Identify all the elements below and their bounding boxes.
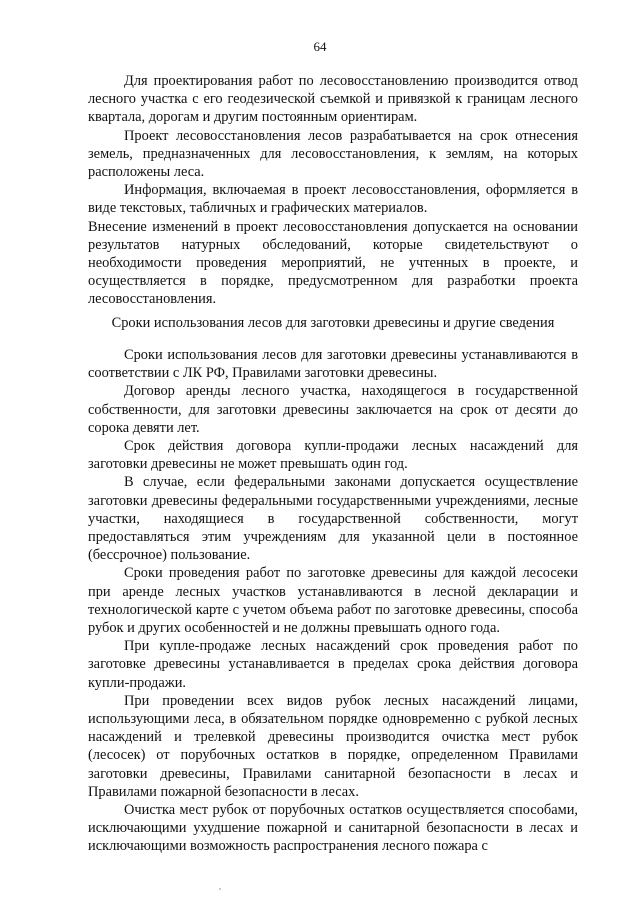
paragraph: Сроки использования лесов для заготовки древесины устанавливаются в соответствии с ЛК РФ, Правилами заготовки древесины.: [88, 347, 578, 382]
page-number: 64: [313, 39, 327, 54]
paragraph: При купле-продаже лесных насаждений срок проведения работ по заготовке древесины устанавливается в пределах срока действия договора купли-продажи.: [88, 638, 578, 691]
paragraph: Сроки проведения работ по заготовке древесины для каждой лесосеки при аренде лесных участков устанавливаются в лесной декларации и технологической карте с учетом объема работ по заготовке древесины, способа рубок и других особенностей и не должны превышать одного года.: [88, 565, 578, 637]
section-harvest-terms-text: [88, 346, 578, 856]
paragraph: Срок действия договора купли-продажи лесных насаждений для заготовки древесины не может превышать один год.: [88, 438, 578, 473]
section-reforestation-text: [88, 72, 578, 309]
paragraph: Договор аренды лесного участка, находящегося в государственной собственности, для заготовки древесины заключается на срок от десяти до сорока девяти лет.: [88, 383, 578, 436]
paragraph: Внесение изменений в проект лесовосстановления допускается на основании результатов натурных обследований, которые свидетельствуют о необходимости проведения мероприятий, не учтенных в проекте, и осуществляется в порядке, предусмотренном для разработки проекта лесовосстановления.: [88, 218, 578, 308]
paragraph: В случае, если федеральными законами допускается осуществление заготовки древесины федеральными государственными учреждениями, лесные участки, находящиеся в государственной собственности, могут предоставляться этим учреждениям для указанной цели в постоянное (бессрочное) пользование.: [88, 474, 578, 564]
section-heading: Сроки использования лесов для заготовки древесины и другие сведения: [111, 315, 555, 331]
paragraph: Проект лесовосстановления лесов разрабатывается на срок отнесения земель, предназначенных для лесовосстановления, к землям, на которых расположены леса.: [88, 127, 578, 181]
paragraph: Очистка мест рубок от порубочных остатков осуществляется способами, исключающими ухудшение пожарной и санитарной безопасности в лесах и исключающими возможность распространения лесного пожара с: [88, 802, 578, 855]
scan-speck: [219, 888, 221, 890]
paragraph: Информация, включаемая в проект лесовосстановления, оформляется в виде текстовых, табличных и графических материалов.: [88, 182, 578, 217]
paragraph: Для проектирования работ по лесовосстановлению производится отвод лесного участка с его геодезической съемкой и привязкой к границам лесного квартала, дорогам и другим постоянным ориентирам.: [88, 73, 578, 126]
paragraph: При проведении всех видов рубок лесных насаждений лицами, использующими леса, в обязательном порядке одновременно с рубкой лесных насаждений и трелевкой древесины производится очистка мест рубок (лесосек) от порубочных остатков в порядке, определенном Правилами заготовки древесины, Правилами санитарной безопасности в лесах и Правилами пожарной безопасности в лесах.: [88, 692, 578, 800]
